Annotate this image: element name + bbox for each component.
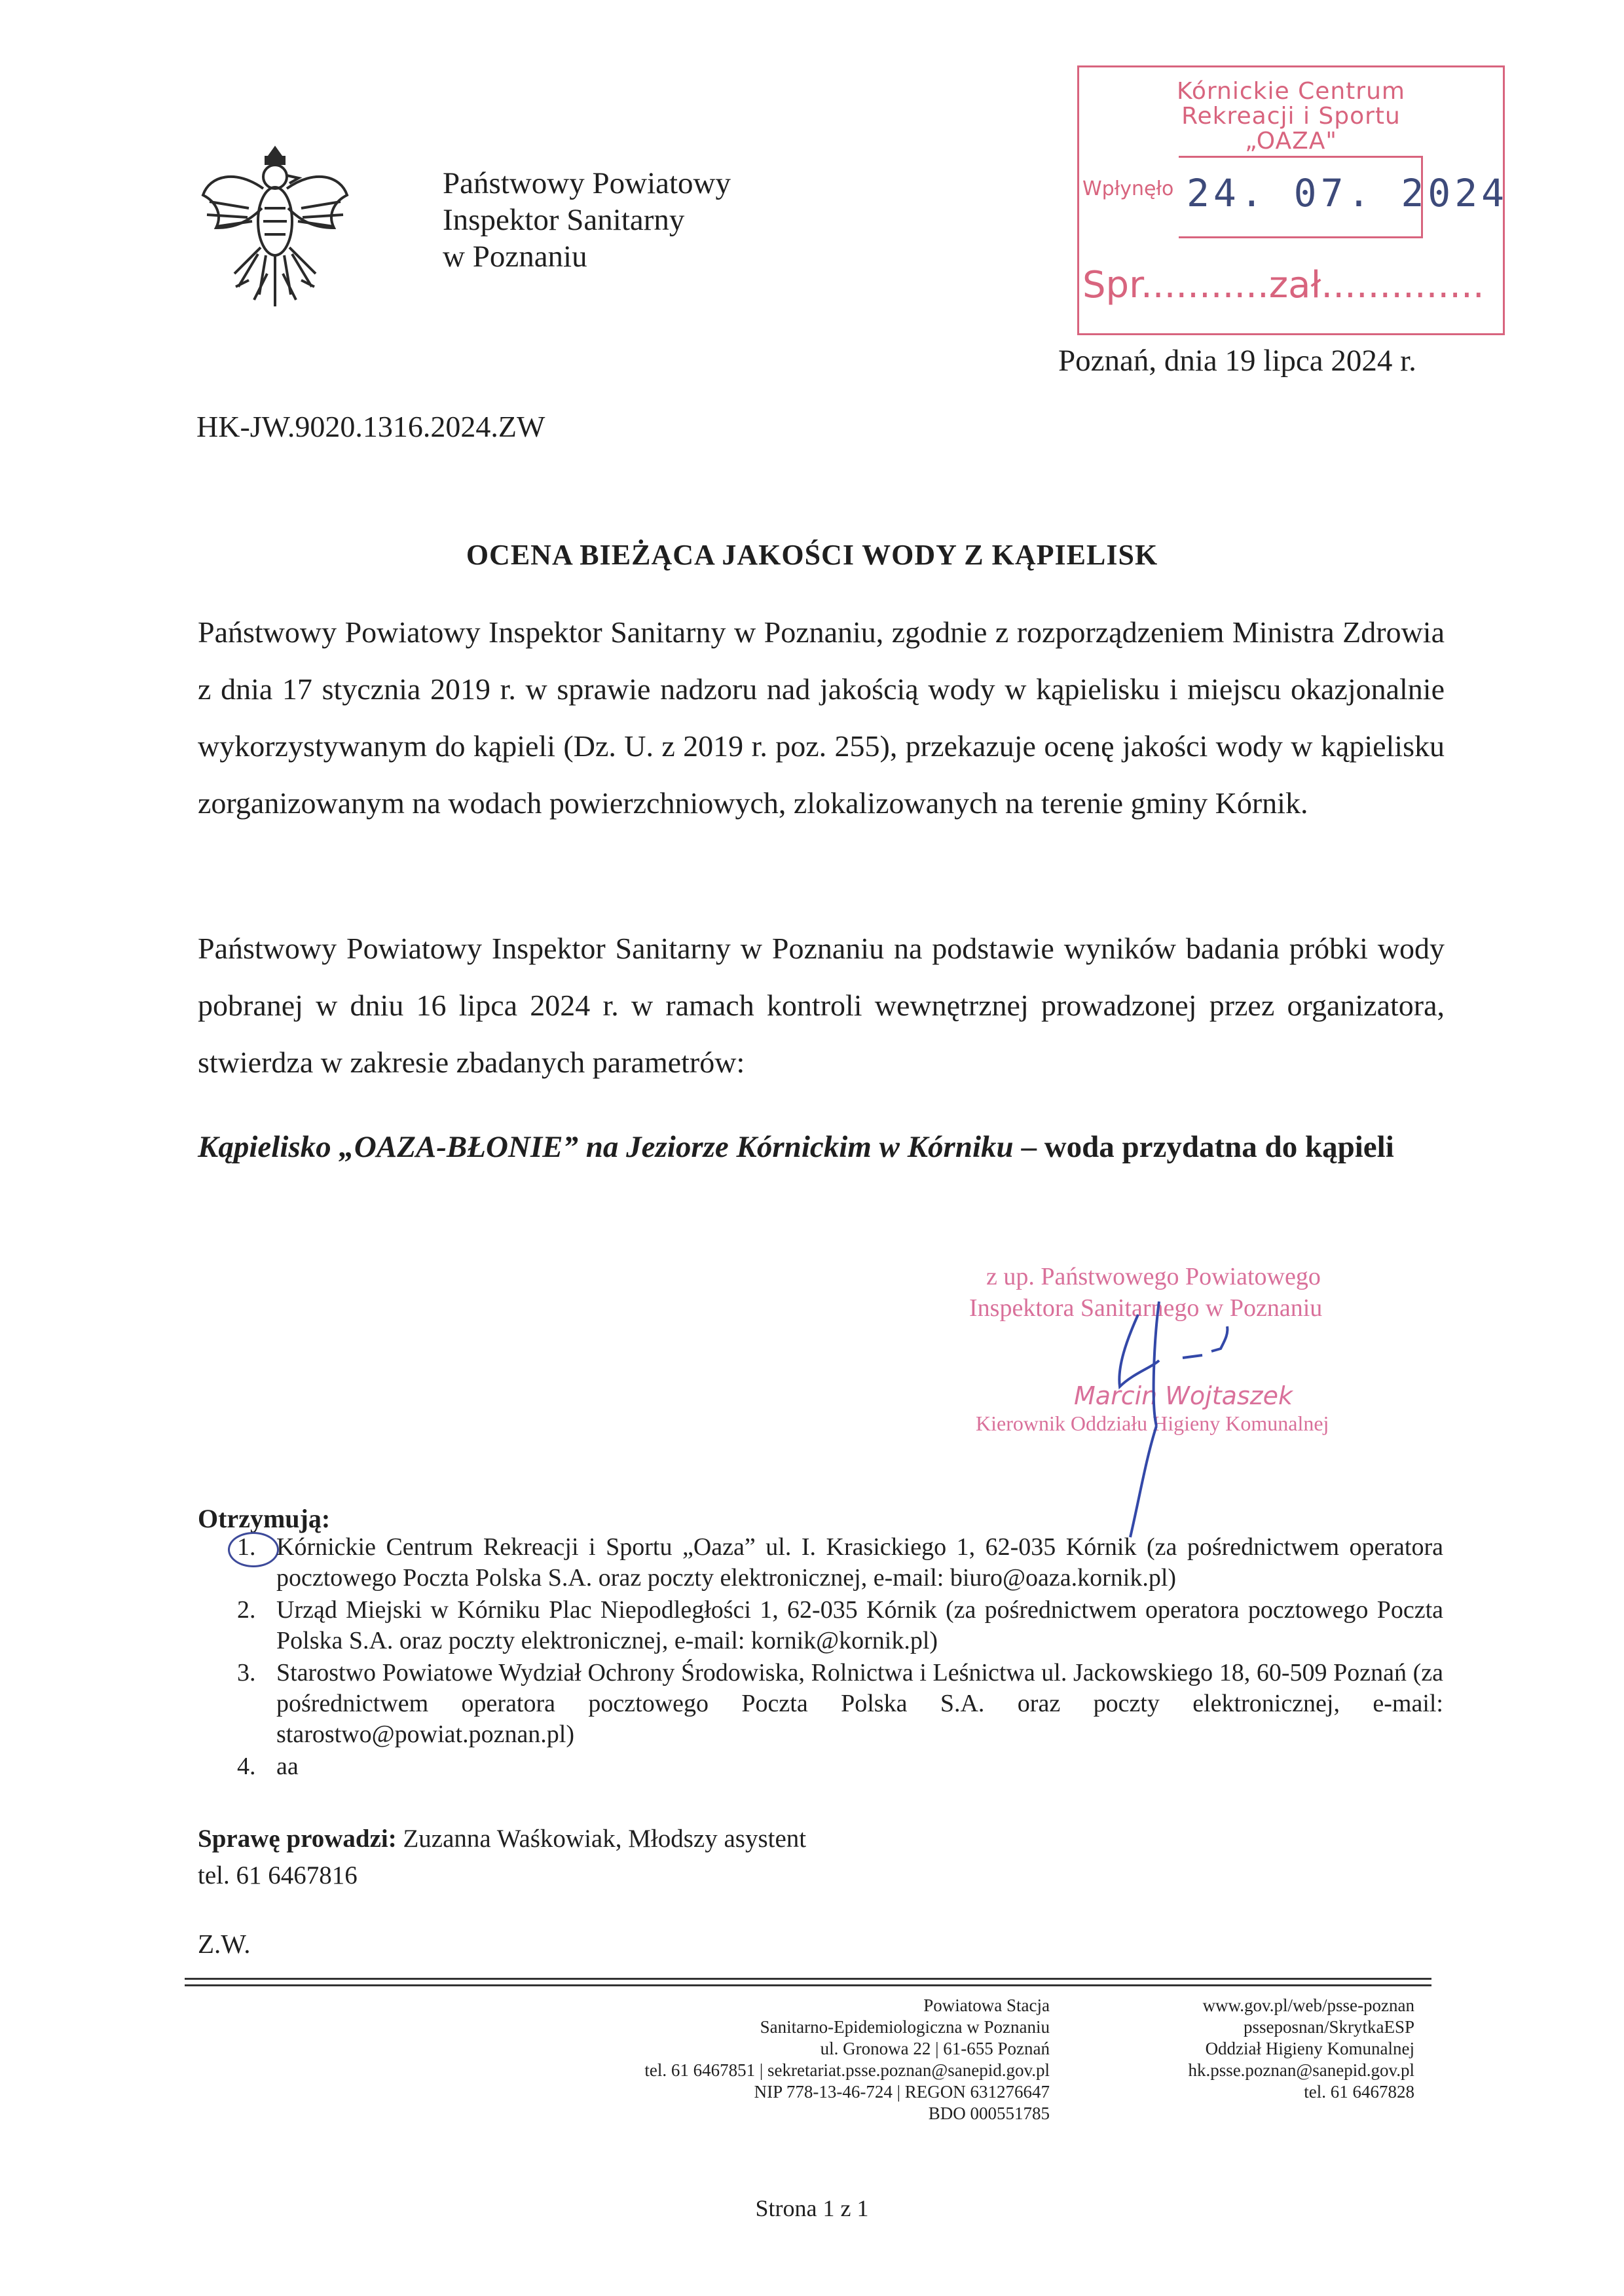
stamp-org-line: Rekreacji i Sportu xyxy=(1181,103,1401,130)
authority-line: Inspektor Sanitarny xyxy=(443,203,685,237)
stamp-received-date: 24. 07. 2024 xyxy=(1187,171,1509,215)
footer-line: www.gov.pl/web/psse-poznan xyxy=(1202,1995,1414,2015)
authority-line: w Poznaniu xyxy=(443,240,587,274)
conclusion-site: Kąpielisko „OAZA-BŁONIE” na Jeziorze Kórnickim w Kórniku xyxy=(198,1130,1014,1164)
recipients-label: Otrzymują: xyxy=(198,1504,331,1533)
recipients-list xyxy=(198,1532,1443,1783)
stamp-org-line: „OAZA" xyxy=(1245,128,1337,155)
document-title: OCENA BIEŻĄCA JAKOŚCI WODY Z KĄPIELISK xyxy=(466,539,1158,571)
footer-line: hk.psse.poznan@sanepid.gov.pl xyxy=(1188,2060,1414,2080)
footer-line: Sanitarno-Epidemiologiczna w Poznaniu xyxy=(760,2017,1050,2037)
handwritten-signature xyxy=(963,1262,1434,1563)
footer-line: tel. 61 6467828 xyxy=(1304,2082,1414,2102)
footer-line: BDO 000551785 xyxy=(928,2104,1050,2123)
signature-authority-line: z up. Państwowego Powiatowego xyxy=(986,1263,1321,1290)
list-item xyxy=(198,1658,1443,1750)
authority-line: Państwowy Powiatowy xyxy=(443,166,731,200)
signature-role: Kierownik Oddziału Higieny Komunalnej xyxy=(976,1412,1329,1435)
list-item xyxy=(198,1532,1443,1594)
stamp-organization xyxy=(1079,79,1503,154)
footer-line: Powiatowa Stacja xyxy=(923,1995,1050,2015)
footer-contact-station xyxy=(458,1995,1050,2124)
signature-stamp xyxy=(963,1262,1434,1472)
footer-line: NIP 778-13-46-724 | REGON 631276647 xyxy=(754,2082,1050,2102)
list-item-text: Starostwo Powiatowe Wydział Ochrony Środowiska, Rolnictwa i Leśnictwa ul. Jackowskiego 18, 60-509 Poznań (za pośrednictwem operatora pocztowego Poczta Polska S.A. oraz poczty elektronicznej, e-mail: starostwo@powiat.poznan.pl) xyxy=(276,1659,1443,1748)
list-item xyxy=(198,1595,1443,1656)
received-stamp xyxy=(1077,65,1509,335)
signature-authority-line: Inspektora Sanitarnego w Poznaniu xyxy=(969,1294,1323,1322)
case-handler-phone: tel. 61 6467816 xyxy=(198,1861,358,1889)
paragraph-findings: Państwowy Powiatowy Inspektor Sanitarny w Poznaniu na podstawie wyników badania próbki wody pobranej w dniu 16 lipca 2024 r. w ramach kontroli wewnętrznej prowadzonej przez organizatora, stwierdza w zakresie zbadanych parametrów: xyxy=(198,932,1445,1079)
stamp-ref-line: Spr...........zał.............. xyxy=(1082,264,1485,306)
place-date: Poznań, dnia 19 lipca 2024 r. xyxy=(1058,344,1416,378)
footer-line: tel. 61 6467851 | sekretariat.psse.poznan@sanepid.gov.pl xyxy=(644,2060,1050,2080)
page-number: Strona 1 z 1 xyxy=(755,2195,869,2221)
conclusion-verdict: – woda przydatna do kąpieli xyxy=(1013,1130,1394,1164)
authority-name xyxy=(443,165,731,275)
list-item-number: 1. xyxy=(237,1533,256,1561)
case-handler-name: Zuzanna Waśkowiak, Młodszy asystent xyxy=(396,1825,807,1853)
footer-divider xyxy=(185,1984,1431,1986)
list-item-number: 4. xyxy=(237,1753,256,1780)
footer-contact-department xyxy=(1107,1995,1414,2103)
footer-line: psseposnan/SkrytkaESP xyxy=(1243,2017,1414,2037)
author-initials: Z.W. xyxy=(198,1929,251,1959)
list-item-text: Urząd Miejski w Kórniku Plac Niepodległości 1, 62-035 Kórnik (za pośrednictwem operatora pocztowego Poczta Polska S.A. oraz poczty elektronicznej, e-mail: kornik@kornik.pl) xyxy=(276,1596,1443,1654)
eagle-emblem-icon xyxy=(196,143,354,314)
case-handler-label: Sprawę prowadzi: xyxy=(198,1825,397,1853)
paragraph-intro: Państwowy Powiatowy Inspektor Sanitarny w Poznaniu, zgodnie z rozporządzeniem Ministra Zdrowia z dnia 17 stycznia 2019 r. w sprawie nadzoru nad jakością wody w kąpielisku i miejscu okazjonalnie wykorzystywanym do kąpieli (Dz. U. z 2019 r. poz. 255), przekazuje ocenę jakości wody w kąpielisku zorganizowanym na wodach powierzchniowych, zlokalizowanych na terenie gminy Kórnik. xyxy=(198,615,1445,820)
list-item-number: 2. xyxy=(237,1596,256,1624)
reference-number: HK-JW.9020.1316.2024.ZW xyxy=(196,410,545,443)
list-item-number: 3. xyxy=(237,1659,256,1686)
case-handler-line xyxy=(198,1821,806,1857)
case-handler xyxy=(198,1821,806,1894)
list-item-text: aa xyxy=(276,1753,299,1780)
signature-name: Marcin Wojtaszek xyxy=(1074,1381,1293,1410)
footer-line: ul. Gronowa 22 | 61-655 Poznań xyxy=(820,2039,1050,2058)
stamp-org-line: Kórnickie Centrum xyxy=(1177,78,1405,105)
stamp-received-label: Wpłynęło xyxy=(1082,177,1174,200)
footer-divider xyxy=(185,1978,1431,1980)
list-item-text: Kórnickie Centrum Rekreacji i Sportu „Oaza” ul. I. Krasickiego 1, 62-035 Kórnik (za pośrednictwem operatora pocztowego Poczta Polska S.A. oraz poczty elektronicznej, e-mail: biuro@oaza.kornik.pl) xyxy=(276,1533,1443,1592)
list-item xyxy=(198,1751,1443,1782)
footer-line: Oddział Higieny Komunalnej xyxy=(1205,2039,1414,2058)
stamp-date-box xyxy=(1179,156,1509,238)
conclusion xyxy=(198,1117,1445,1177)
